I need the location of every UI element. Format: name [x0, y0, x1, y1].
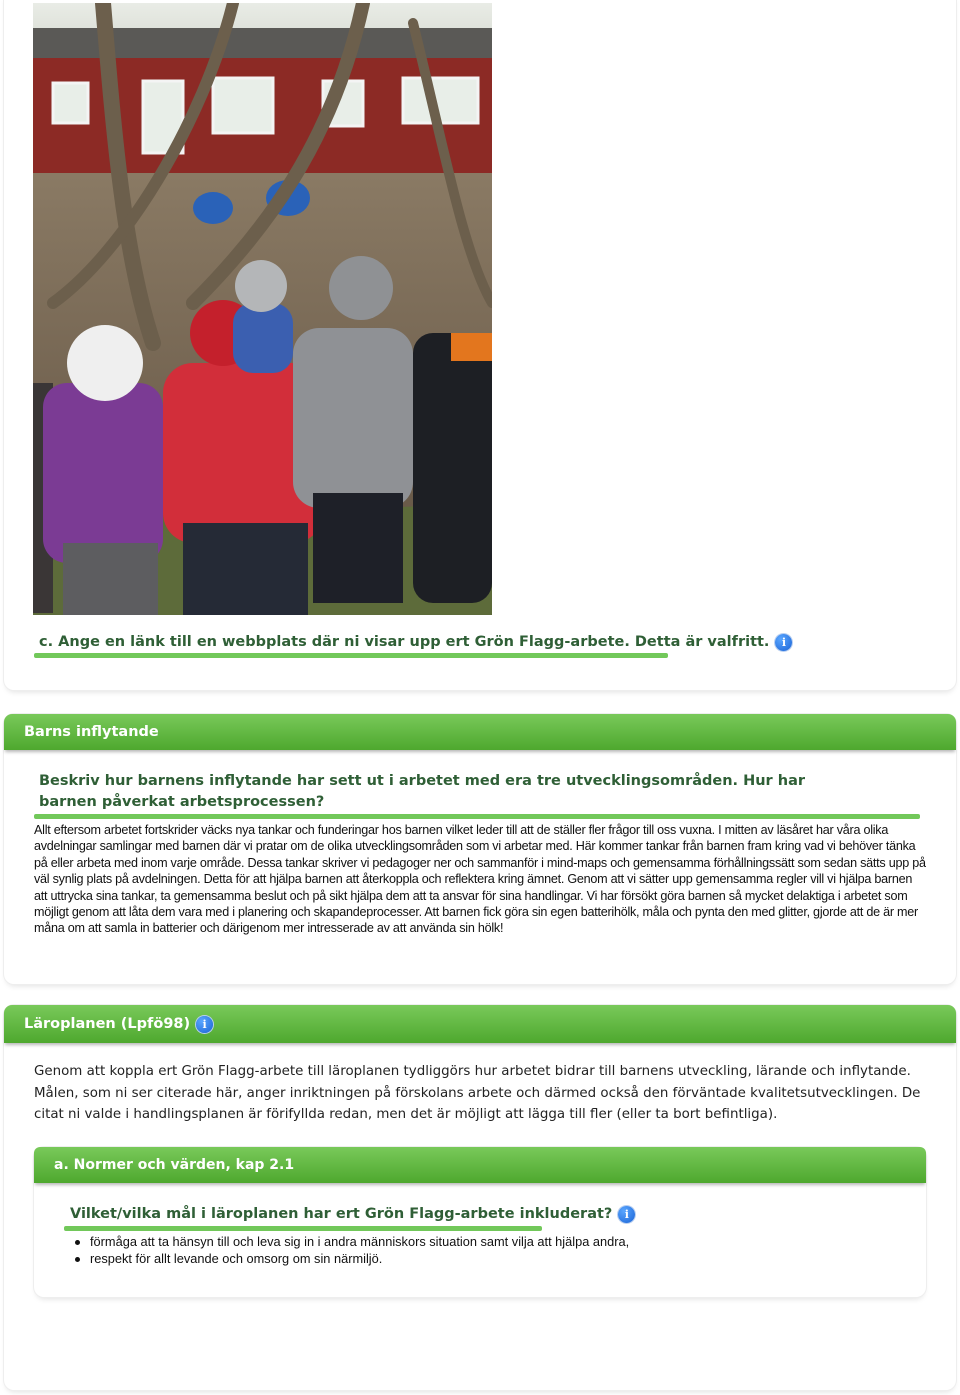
info-icon[interactable]: i [775, 634, 792, 651]
laroplanen-question-underline [64, 1226, 542, 1231]
section-c-question [39, 632, 787, 653]
laroplanen-header [4, 1005, 956, 1043]
goal-list [72, 1234, 629, 1267]
laroplanen-intro: Genom att koppla ert Grön Flagg-arbete till läroplanen tydliggörs hur arbetet bidrar till barnens utveckling, lärande och inflytande. Målen, som ni ser citerade här, anger inriktningen på förskolans arbete och därmed också den förväntade kvalitetsutvecklingen. De citat ni valde i handlingsplanen är förifyllda redan, men det är möjligt att lägga till fler (eller ta bort befintliga). [34, 1064, 921, 1123]
info-icon[interactable]: i [618, 1206, 635, 1223]
laroplanen-question-text: Vilket/vilka mål i läroplanen har ert Grön Flagg-arbete inkluderat? [70, 1206, 613, 1222]
section-c-question-text: c. Ange en länk till en webbplats där ni visar upp ert Grön Flagg-arbete. Detta är valfritt. [39, 634, 770, 650]
barns-inflytande-answer: Allt eftersom arbetet fortskrider väcks nya tankar och funderingar hos barnen vilket leder till att de ställer fler frågor till oss vuxna. I mitten av läsåret har våra olika avdelningar samlingar med barnen där vi pratar om de olika utvecklingsområden som vi arbetar med. Här kommer tankar från barnen fram kring vad vi behöver tänka på eller arbeta med inom varje område. Dessa tankar skriver vi pedagoger ner och sammanför i mind-maps och gemensamma förhållningssätt som sedan sätts upp på väl synlig plats på avdelningen. Detta för att hjälpa barnen att återkoppla och reflektera kring ämnet. Genom att vi sätter upp gemensamma regler vill vi hjälpa barnen att uttrycka sina tankar, ta gemensamma beslut och på sikt hjälpa dem att ta ansvar för sina handlingar. Vi har försökt göra barnen så mycket delaktiga i arbetet som möjligt genom att låta dem vara med i planering och skapandeprocesser. Att barnen fick göra sin egen batterihölk, måla och pynta den med glitter, gjorde att de är mer måna om att samla in batterier och därigenom mer intresserade av att använda sin hölk! [34, 823, 926, 936]
barns-inflytande-title: Barns inflytande [24, 724, 159, 740]
section-c-underline [34, 653, 668, 658]
laroplanen-title: Läroplanen (Lpfö98) [24, 1016, 191, 1032]
laroplanen-question [70, 1204, 635, 1225]
info-icon[interactable]: i [196, 1016, 213, 1033]
goal-item: förmåga att ta hänsyn till och leva sig in i andra människors situation samt vilja att hjälpa andra, [72, 1234, 629, 1251]
photo-children-outdoors [33, 3, 492, 615]
goal-item: respekt för allt levande och omsorg om sin närmiljö. [72, 1251, 629, 1268]
barns-inflytande-header [4, 714, 956, 750]
barns-inflytande-underline [34, 814, 920, 819]
normer-header [34, 1147, 926, 1183]
barns-inflytande-question: Beskriv hur barnens inflytande har sett ut i arbetet med era tre utvecklingsområden. Hur har barnen påverkat arbetsprocessen? [39, 773, 806, 810]
normer-title: a. Normer och värden, kap 2.1 [54, 1157, 295, 1173]
